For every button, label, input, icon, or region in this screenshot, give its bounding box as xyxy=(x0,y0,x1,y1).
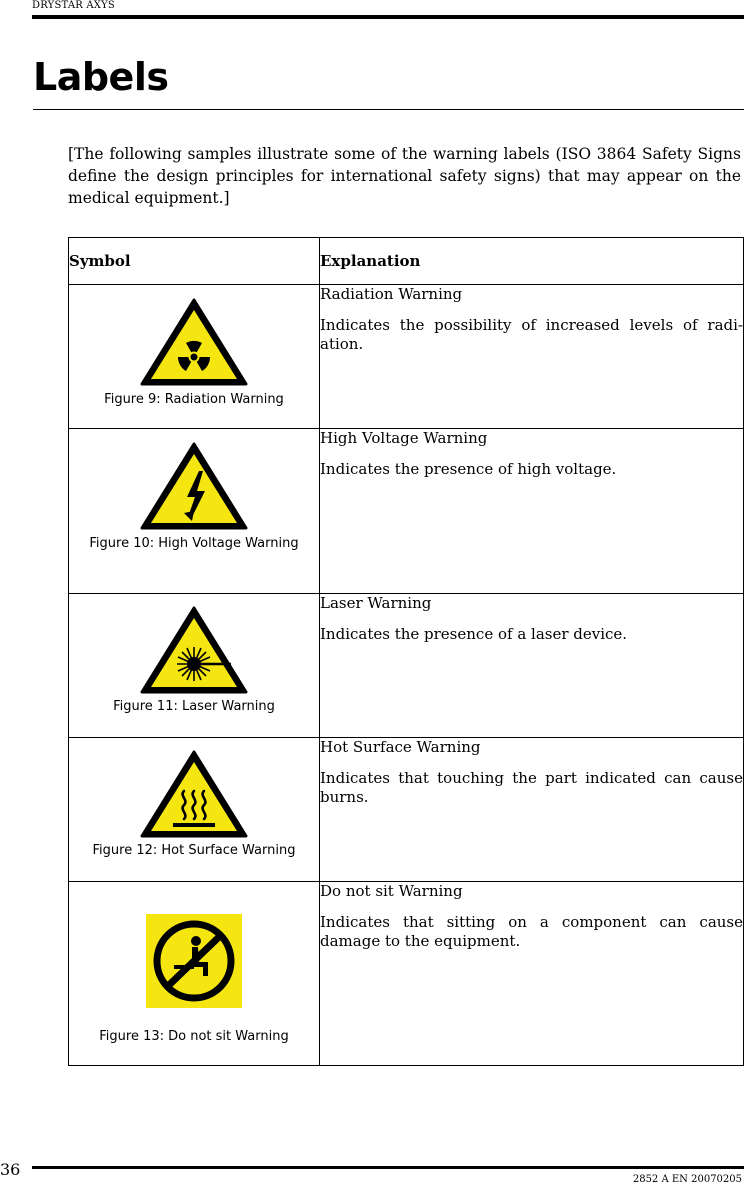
figure-caption: Figure 9: Radiation Warning xyxy=(104,392,284,407)
explanation-column-header: Explanation xyxy=(320,238,744,285)
figure-caption: Figure 10: High Voltage Warning xyxy=(89,536,299,551)
warning-description: Indicates that sitting on a component can cause damage to the equipment. xyxy=(320,913,743,950)
table-row xyxy=(69,285,744,429)
warning-title: Hot Surface Warning xyxy=(320,738,481,756)
header-rule xyxy=(32,15,744,19)
symbol-cell xyxy=(69,429,320,594)
running-header: DRYSTAR AXYS xyxy=(32,0,115,11)
explanation-cell xyxy=(320,882,744,1066)
footer-rule xyxy=(32,1166,744,1169)
table-row xyxy=(69,738,744,882)
page-number: 36 xyxy=(0,1160,21,1179)
table-row xyxy=(69,594,744,738)
symbol-cell xyxy=(69,882,320,1066)
do-not-sit-icon xyxy=(146,914,242,1008)
symbol-column-header: Symbol xyxy=(69,238,320,285)
warning-labels-table xyxy=(68,237,744,1066)
figure-caption: Figure 12: Hot Surface Warning xyxy=(92,843,296,858)
warning-title: Do not sit Warning xyxy=(320,882,463,900)
warning-description: Indicates the presence of a laser device. xyxy=(320,625,628,643)
figure-caption: Figure 11: Laser Warning xyxy=(113,699,275,714)
intro-paragraph: [The following samples illustrate some of the warning labels (ISO 3864 Safety Signs define the design principles for international safety signs) that may appear on the medical equipment.] xyxy=(68,145,741,207)
warning-title: Radiation Warning xyxy=(320,285,463,303)
symbol-cell xyxy=(69,285,320,429)
explanation-cell xyxy=(320,594,744,738)
explanation-cell xyxy=(320,285,744,429)
table-header-row xyxy=(69,238,744,285)
hot-surface-warning-icon xyxy=(139,749,249,839)
figure-caption: Figure 13: Do not sit Warning xyxy=(99,1029,289,1044)
warning-title: Laser Warning xyxy=(320,594,432,612)
symbol-cell xyxy=(69,738,320,882)
warning-description: Indicates the presence of high voltage. xyxy=(320,460,617,478)
page-title: Labels xyxy=(33,55,169,99)
warning-description: Indicates that touching the part indicated can cause burns. xyxy=(320,769,743,806)
explanation-cell xyxy=(320,738,744,882)
warning-title: High Voltage Warning xyxy=(320,429,488,447)
explanation-cell xyxy=(320,429,744,594)
high-voltage-warning-icon xyxy=(139,441,249,531)
symbol-cell xyxy=(69,594,320,738)
warning-description: Indicates the possibility of increased levels of radi-ation. xyxy=(320,316,743,353)
radiation-warning-icon xyxy=(139,297,249,387)
table-row xyxy=(69,429,744,594)
table-row xyxy=(69,882,744,1066)
title-rule xyxy=(33,109,744,110)
laser-warning-icon xyxy=(139,605,249,695)
document-code: 2852 A EN 20070205 xyxy=(632,1174,742,1185)
